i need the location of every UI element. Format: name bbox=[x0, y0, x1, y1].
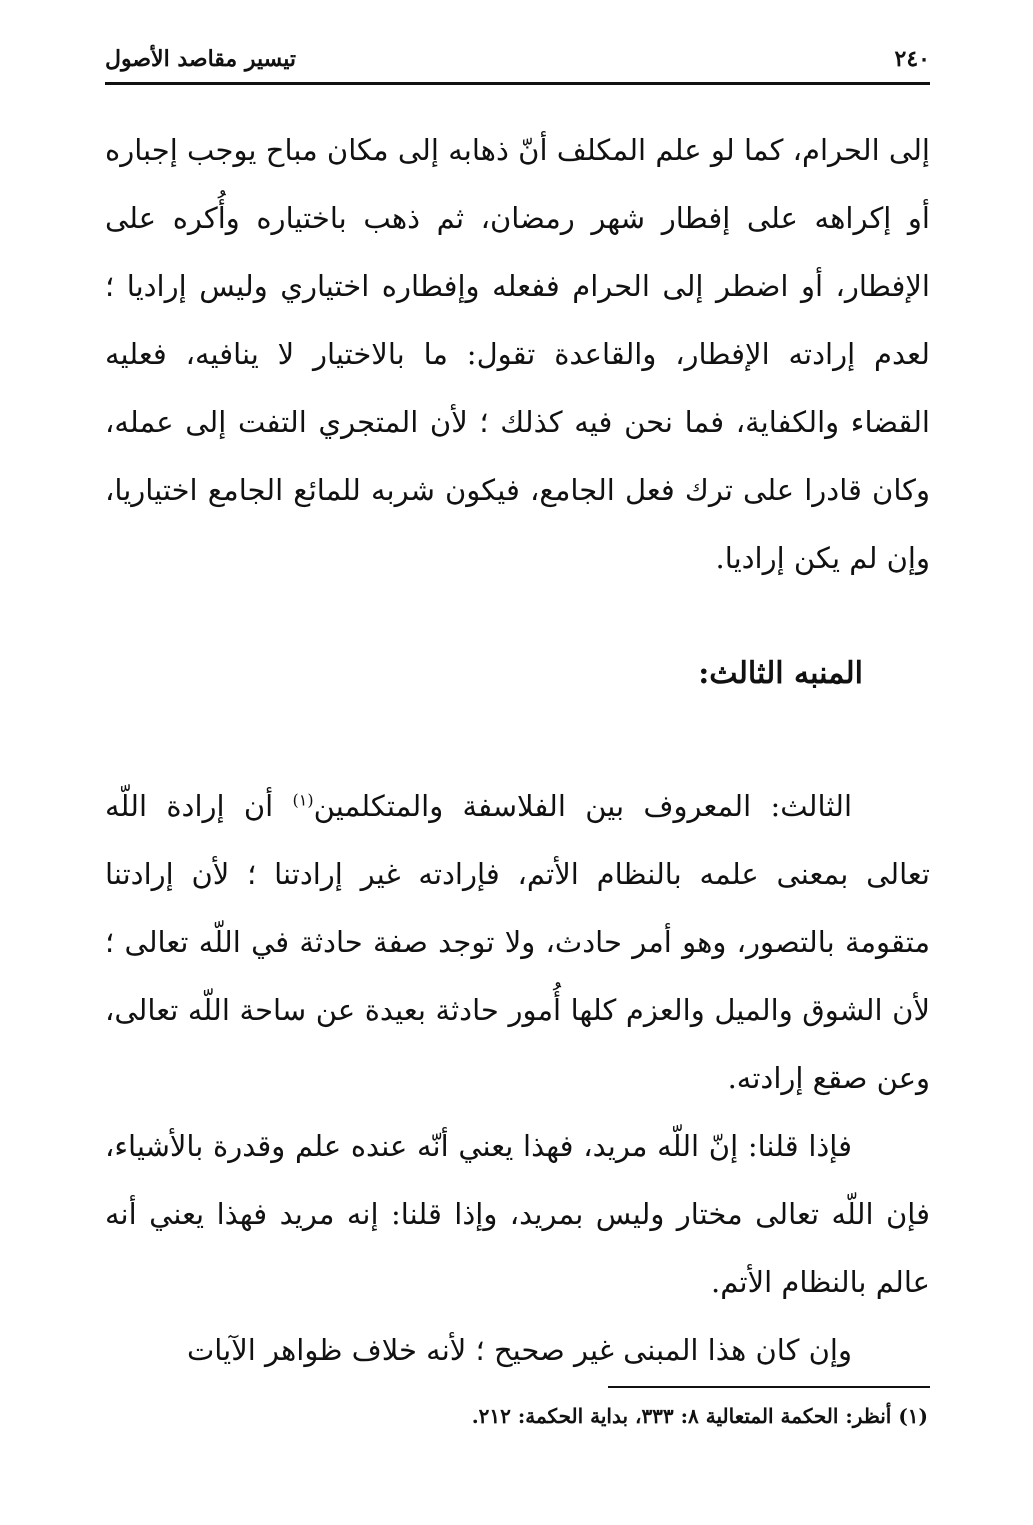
header-rule bbox=[105, 82, 930, 85]
paragraph-2 bbox=[105, 772, 930, 1112]
footnote: (١) أنظر: الحكمة المتعالية ٨: ٣٣٣، بداية الحكمة: ٢١٢. bbox=[471, 1404, 928, 1428]
section-heading: المنبه الثالث: bbox=[698, 656, 863, 691]
paragraph-3: فإذا قلنا: إنّ اللّه مريد، فهذا يعني أنّه عنده علم وقدرة بالأشياء، فإن اللّه تعالى مختار وليس بمريد، وإذا قلنا: إنه مريد فهذا يعني أنه عالم بالنظام الأتم. bbox=[105, 1129, 930, 1299]
paragraph-2-text-b: أن إرادة اللّه تعالى بمعنى علمه بالنظام الأتم، فإرادته غير إرادتنا ؛ لأن إرادتنا متقومة بالتصور، وهو أمر حادث، ولا توجد صفة حادثة في اللّه تعالى ؛ لأن الشوق والميل والعزم كلها أُمور حادثة بعيدة عن ساحة اللّه تعالى، وعن صقع إرادته. bbox=[105, 789, 930, 1095]
footnote-marker: (١) bbox=[292, 790, 314, 810]
running-header bbox=[105, 42, 930, 78]
paragraph-1: إلى الحرام، كما لو علم المكلف أنّ ذهابه إلى مكان مباح يوجب إجباره أو إكراهه على إفطار شهر رمضان، ثم ذهب باختياره وأُكره على الإفطار، أو اضطر إلى الحرام ففعله وإفطاره اختياري وليس إراديا ؛ لعدم إرادته الإفطار، والقاعدة تقول: ما بالاختيار لا ينافيه، فعليه القضاء والكفاية، فما نحن فيه كذلك ؛ لأن المتجري التفت إلى عمله، وكان قادرا على ترك فعل الجامع، فيكون شربه للمائع الجامع اختياريا، وإن لم يكن إراديا. bbox=[105, 133, 930, 575]
paragraph-4: وإن كان هذا المبنى غير صحيح ؛ لأنه خلاف ظواهر الآيات bbox=[186, 1333, 852, 1367]
text-block-bottom bbox=[105, 772, 930, 1384]
running-title: تيسير مقاصد الأصول bbox=[105, 46, 297, 72]
page-number: ٢٤٠ bbox=[894, 46, 930, 72]
footnote-rule bbox=[608, 1386, 930, 1388]
paragraph-2-text-a: الثالث: المعروف بين الفلاسفة والمتكلمين bbox=[313, 789, 853, 823]
text-block-top bbox=[105, 116, 930, 592]
